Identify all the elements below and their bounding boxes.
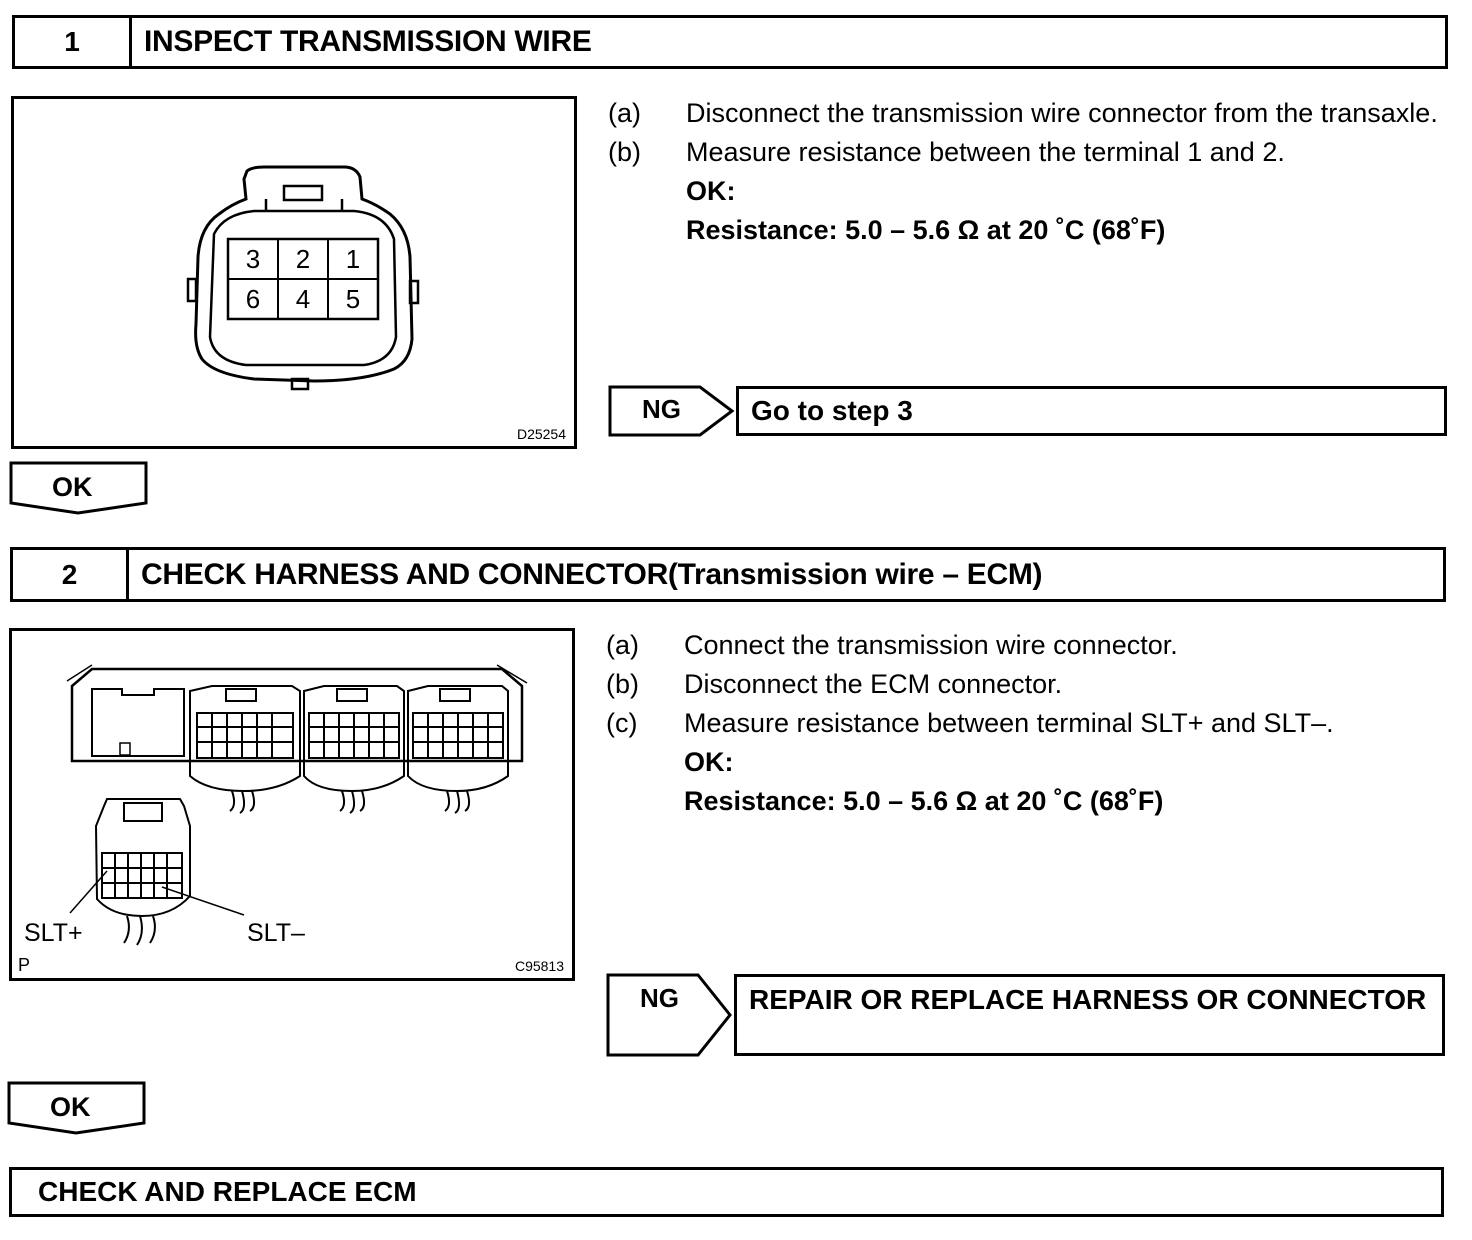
terminal-6: 6 bbox=[245, 284, 261, 314]
figure-code: C95813 bbox=[514, 958, 564, 974]
instruction-item bbox=[608, 94, 1448, 133]
instruction-text: Disconnect the transmission wire connector from the transaxle. bbox=[686, 98, 1438, 128]
final-action-box: CHECK AND REPLACE ECM bbox=[9, 1167, 1444, 1217]
instruction-label: (c) bbox=[606, 708, 638, 738]
instruction-label: (b) bbox=[608, 137, 641, 167]
step-1-connector-figure bbox=[11, 96, 577, 449]
figure-corner-mark: P bbox=[18, 955, 31, 975]
instruction-item bbox=[606, 704, 1446, 743]
connector-diagram bbox=[14, 99, 574, 446]
harness-connector bbox=[96, 799, 190, 945]
step-2-header bbox=[10, 547, 1446, 602]
step-2-ok-label: OK bbox=[50, 1092, 91, 1122]
instruction-item bbox=[606, 665, 1446, 704]
figure-code: D25254 bbox=[516, 426, 566, 442]
terminal-5: 5 bbox=[345, 284, 361, 314]
step-2-ng-result: REPAIR OR REPLACE HARNESS OR CONNECTOR bbox=[734, 974, 1445, 1056]
step-1-title: INSPECT TRANSMISSION WIRE bbox=[144, 25, 592, 58]
step-1-header bbox=[12, 15, 1448, 69]
step-2-ng-label: NG bbox=[640, 983, 679, 1013]
callout-slt-minus: SLT– bbox=[247, 919, 305, 947]
step-1-ng-result: Go to step 3 bbox=[736, 386, 1447, 436]
resistance-spec: Resistance: 5.0 – 5.6 Ω at 20 ˚C (68˚F) bbox=[686, 215, 1166, 245]
step-1-instructions bbox=[608, 94, 1448, 250]
step-1-number: 1 bbox=[15, 18, 132, 66]
ok-criteria-label: OK: bbox=[686, 176, 736, 206]
terminal-1: 1 bbox=[345, 244, 361, 274]
connector-latch bbox=[284, 186, 322, 200]
instruction-item bbox=[606, 626, 1446, 665]
terminal-4: 4 bbox=[295, 284, 311, 314]
instruction-label: (a) bbox=[606, 630, 639, 660]
terminal-3: 3 bbox=[245, 244, 261, 274]
instruction-text: Measure resistance between terminal SLT+ and SLT–. bbox=[684, 708, 1334, 738]
step-1-ng-label: NG bbox=[642, 394, 681, 424]
ok-criteria-label: OK: bbox=[684, 747, 734, 777]
step-2-title: CHECK HARNESS AND CONNECTOR(Transmission wire – ECM) bbox=[141, 557, 1043, 591]
instruction-text: Connect the transmission wire connector. bbox=[684, 630, 1178, 660]
instruction-text: Disconnect the ECM connector. bbox=[684, 669, 1063, 699]
terminal-2: 2 bbox=[295, 244, 311, 274]
ecm-connector-b bbox=[304, 686, 404, 813]
instruction-item bbox=[608, 133, 1448, 172]
callout-slt-plus: SLT+ bbox=[24, 919, 83, 947]
instruction-label: (a) bbox=[608, 98, 641, 128]
ecm-connector-c bbox=[408, 686, 508, 813]
step-2-instructions bbox=[606, 626, 1446, 821]
ecm-body bbox=[72, 669, 522, 761]
ecm-connector-diagram bbox=[12, 631, 572, 978]
step-1-ok-label: OK bbox=[52, 472, 93, 502]
ecm-connector-a bbox=[190, 686, 300, 813]
instruction-text: Measure resistance between the terminal 1 and 2. bbox=[686, 137, 1285, 167]
step-2-number: 2 bbox=[13, 550, 129, 599]
resistance-spec: Resistance: 5.0 – 5.6 Ω at 20 ˚C (68˚F) bbox=[684, 786, 1164, 816]
step-2-ecm-figure bbox=[9, 628, 575, 981]
instruction-label: (b) bbox=[606, 669, 639, 699]
